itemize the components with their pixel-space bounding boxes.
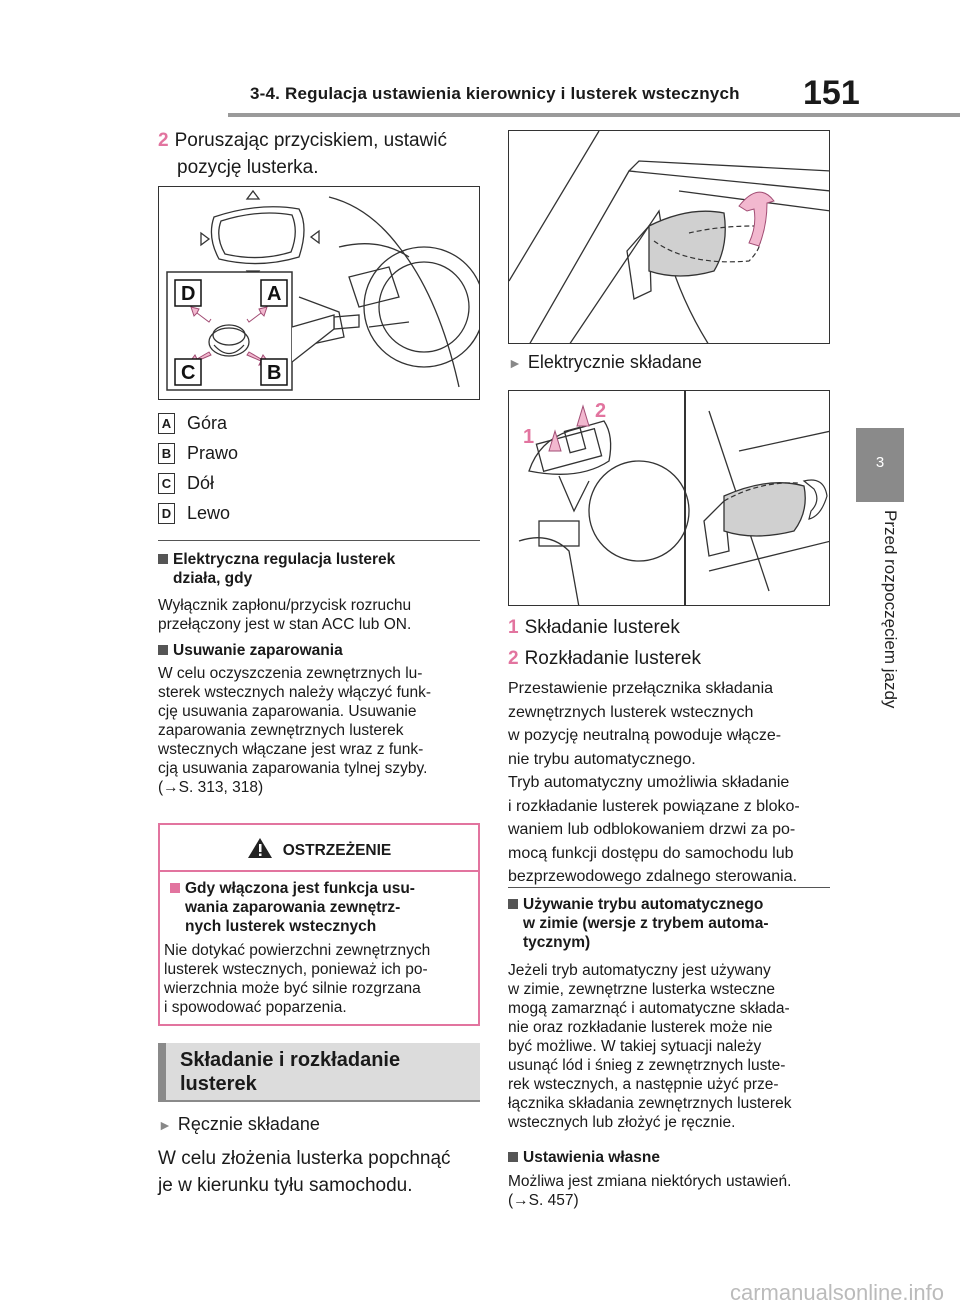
subsection-heading: Ustawienia własne (508, 1148, 660, 1167)
manual-fold-illustration (508, 130, 830, 344)
chapter-tab: 3 (856, 428, 904, 502)
square-bullet-icon (158, 554, 168, 564)
auto-mode-paragraph: Przestawienie przełącznika składania zewnętrznych lusterek wstecznych w pozycję neutralną powoduje włącze- nie trybu automatycznego. Tryb automatyczny umożliwia składanie i rozkładanie lusterek powiązane z bloko- waniem lub odblokowaniem drzwi za po- mocą funkcji dostępu do samochodu lub bezprzewodowego zdalnego sterowania. (508, 680, 800, 885)
section-title: Składanie i rozkładanie lusterek (180, 1049, 401, 1095)
key-label: Góra (187, 413, 228, 433)
electric-fold-heading: ► Elektrycznie składane (508, 352, 702, 372)
subsection-heading: Używanie trybu automatycznego w zimie (wersje z trybem automa- tycznym) (508, 895, 769, 952)
key-label: Lewo (187, 503, 231, 523)
square-bullet-icon (508, 1152, 518, 1162)
label-C: C (181, 362, 196, 384)
watermark: carmanualsonline.info (730, 1280, 945, 1305)
key-label: Prawo (187, 443, 239, 463)
label-1: 1 (523, 426, 535, 448)
chapter-side-label: Przed rozpoczęciem jazdy (881, 510, 900, 709)
page-number: 151 (803, 74, 860, 112)
key-box: C (158, 473, 175, 494)
square-bullet-icon (170, 883, 180, 893)
warning-heading: Gdy włączona jest funkcja usu- wania zaparowania zewnętrz- nych lusterek wstecznych (170, 879, 415, 936)
divider (508, 887, 830, 888)
label-B: B (267, 362, 282, 384)
key-label: Dół (187, 473, 215, 493)
key-box: A (158, 413, 175, 434)
subsection-body: Możliwa jest zmiana niektórych ustawień. (→S. 457) (508, 1173, 792, 1209)
step-text-line2: pozycję lusterka. (177, 157, 319, 178)
mirror-adjust-illustration (158, 186, 480, 400)
label-A: A (267, 283, 282, 305)
square-bullet-icon (508, 899, 518, 909)
subsection-heading: Usuwanie zaparowania (158, 641, 343, 660)
item-2: 2 Rozkładanie lusterek (508, 648, 701, 669)
key-d-row (158, 503, 230, 524)
key-box: D (158, 503, 175, 524)
step-number: 2 (158, 130, 169, 151)
label-2: 2 (595, 400, 607, 422)
section-underline (158, 1100, 480, 1102)
step-2 (158, 127, 447, 181)
item-1: 1 Składanie lusterek (508, 617, 680, 638)
subsection-body: Wyłącznik zapłonu/przycisk rozruchu przełączony jest w stan ACC lub ON. (158, 597, 412, 633)
label-D: D (181, 283, 196, 305)
warning-box (158, 823, 480, 1026)
key-b-row (158, 443, 238, 464)
square-bullet-icon (158, 645, 168, 655)
header-rule (228, 113, 960, 117)
divider (158, 540, 480, 541)
subsection-body: Jeżeli tryb automatyczny jest używany w zimie, zewnętrzne lusterka wsteczne mogą zamarznąć i automatyczne składa- nie oraz rozkładanie lusterek może nie być możliwe. W takiej sytuacji należy usunąć lód i śnieg z zewnętrznych luste- rek wstecznych, a następnie użyć prze- łącznika składania zewnętrznych lusterek wstecznych lub złożyć je ręcznie. (508, 962, 792, 1131)
mirror-adjust-drawing (159, 187, 480, 400)
section-heading-box (158, 1043, 480, 1100)
subsection-body: W celu oczyszczenia zewnętrznych lu- sterek wstecznych należy włączyć funk- cję usuwania zaparowania. Usuwanie zaparowania zewnętrznych lusterek wstecznych włączane jest wraz z funk- cją usuwania zaparowania tylnej szyby. (→S. 313, 318) (158, 665, 432, 796)
warning-rule (160, 870, 478, 872)
warning-title: OSTRZEŻENIE (160, 837, 478, 860)
electric-fold-illustration (508, 390, 830, 606)
step-text-line1: Poruszając przyciskiem, ustawić (174, 130, 447, 151)
electric-fold-drawing (509, 391, 830, 606)
key-a-row (158, 413, 227, 434)
triangle-bullet-icon: ► (508, 355, 522, 371)
subsection-heading: Elektryczna regulacja lusterek działa, gdy (158, 550, 395, 588)
warning-triangle-icon (247, 837, 273, 859)
manual-fold-heading: ► Ręcznie składane (158, 1114, 320, 1134)
warning-body: Nie dotykać powierzchni zewnętrznych lusterek wstecznych, ponieważ ich po- wierzchnia może być silnie rozgrzana i spowodować poparzenia. (164, 942, 431, 1016)
key-c-row (158, 473, 214, 494)
manual-fold-drawing (509, 131, 830, 344)
chapter-header-title: 3-4. Regulacja ustawienia kierownicy i lusterek wstecznych (250, 84, 740, 103)
key-box: B (158, 443, 175, 464)
manual-fold-text: W celu złożenia lusterka popchnąć je w kierunku tyłu samochodu. (158, 1148, 451, 1196)
triangle-bullet-icon: ► (158, 1117, 172, 1133)
